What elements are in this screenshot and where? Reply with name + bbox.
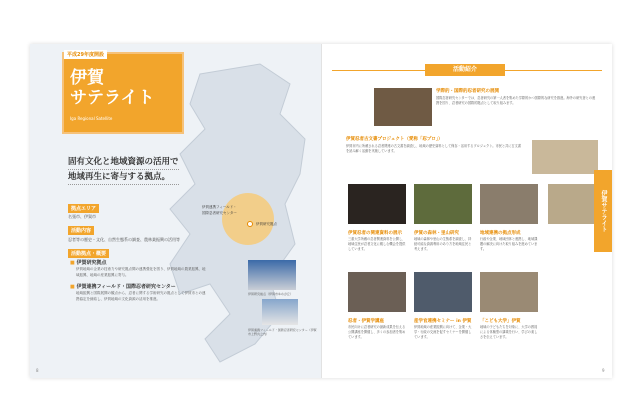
section-area-text: 名張市、伊賀市 [68,214,96,219]
photo-old-documents [532,140,598,174]
activity-2-heading: 伊賀忍者古文書プロジェクト（愛称「忍プロ」） [346,137,443,142]
left-page [30,44,321,378]
side-tab-iga[interactable]: 伊賀サテライト [594,170,612,252]
activity-5-text: 行政や企業、地域団体と連携し、地域課題の解決に向けた取り組みを進めています。 [480,237,538,251]
brochure-spread [30,44,612,378]
activity-3-text: 三重大学所蔵の忍者関連資料を公開し、地域住民が忍者文化に親しむ機会を提供しています。 [348,237,406,251]
title-line-2: サテライト [70,88,155,108]
headline [68,155,179,185]
activity-6-text: 市民向けに忍者研究の最新成果を伝える公開講座を開催し、多くの参加者を集めています。 [348,325,406,339]
activity-1-heading: 学際的・国際的忍者研究の展開 [436,89,499,94]
page-number-left: 8 [36,368,39,373]
facility-item-2-text: 地域振興と国際展開の観点から、忍者に関する学術研究の拠点として伊賀市との連携協定を締結し、伊賀地域の文化資源の活用を推進。 [76,291,206,301]
section-facility-label: 活動拠点・概要 [68,249,109,258]
activity-4-text: 地域の森林や里山の生態系を調査し、持続可能な資源利用のあり方を地域住民と考えます。 [414,237,472,251]
photo-meeting [480,184,538,224]
facility-item-1-text: 伊賀地域の企業の技術力や研究拠点間の連携強化を図り、伊賀地域の農業振興、地域振興、地域の産業振興に寄与。 [76,267,206,277]
photo-caption-2: 伊賀連携フィールド・国際忍者研究センター（伊賀市上野丸之内） [248,328,317,336]
page-number-right: 9 [602,368,605,373]
facility-item-1: ■ 伊賀研究拠点 [70,259,106,266]
headline-line-1: 固有文化と地域資源の活用で [68,155,179,170]
activity-3-heading: 伊賀忍者の関連資料の展示 [348,231,402,236]
page-title [70,68,155,108]
activity-7-text: 伊賀地域の産業振興に向けて、企業・大学・行政の交流を促すセミナーを開催しています。 [414,325,472,339]
photo-forest [414,184,472,224]
headline-line-2: 地域再生に寄与する拠点。 [68,170,179,185]
photo-ninja-center [262,299,298,325]
map-label-1: 伊賀連携フィールド・ [202,205,237,209]
title-line-1: 伊賀 [70,68,104,88]
title-subtitle: Iga Regional Satellite [70,116,113,121]
activity-4-heading: 伊賀の森林・里山研究 [414,231,459,236]
activity-1-text: 国際忍者研究センターでは、忍者研究の第一人者を集めた学際的かつ国際的な研究を推進。海外の研究者との連携を図り、忍者研究の国際的拠点として取り組みます。 [436,96,596,105]
right-page [321,44,612,378]
section-title: 活動紹介 [425,64,505,76]
photo-seminar-audience [348,272,406,312]
photo-caption-1: 伊賀研究拠点（伊賀市ゆめが丘） [248,292,294,296]
section-content-text: 忍者等の歴史・文化、自然生態系の調査、農林業振興の活用等 [68,237,180,242]
photo-ninja-exhibit [348,184,406,224]
photo-lecture [374,88,432,126]
activity-7-heading: 産学官連携セミナー in 伊賀 [414,319,472,324]
activity-8-text: 地域の子どもたちを対象に、大学の教員による体験型の講義を行い、学びの楽しさを伝えています。 [480,325,538,339]
title-tag: 平成29年度開設 [64,50,107,59]
activity-2-text: 伊賀市内に所蔵される忍者関連の古文書を調査し、地域の歴史資料として保存・活用するプロジェクト。市民と共に古文書を読み解く活動を実施しています。 [346,144,521,153]
photo-seminar [414,272,472,312]
map-label-2: 国際忍者研究センター [202,211,237,215]
activity-6-heading: 忍者・伊賀学講座 [348,319,384,324]
map-label-0: 伊賀研究拠点 [256,222,277,226]
photo-kids-university [480,272,538,312]
activity-5-heading: 地域連携の拠点形成 [480,231,521,236]
side-index [594,44,612,378]
facility-item-2: ■ 伊賀連携フィールド・国際忍者研究センター [70,283,176,290]
section-content-label: 活動内容 [68,226,94,235]
photo-iga-research-base [248,260,296,290]
iga-highlight [222,193,274,245]
section-area-label: 拠点エリア [68,204,99,213]
activity-8-heading: 「こども大学」伊賀 [480,319,521,324]
